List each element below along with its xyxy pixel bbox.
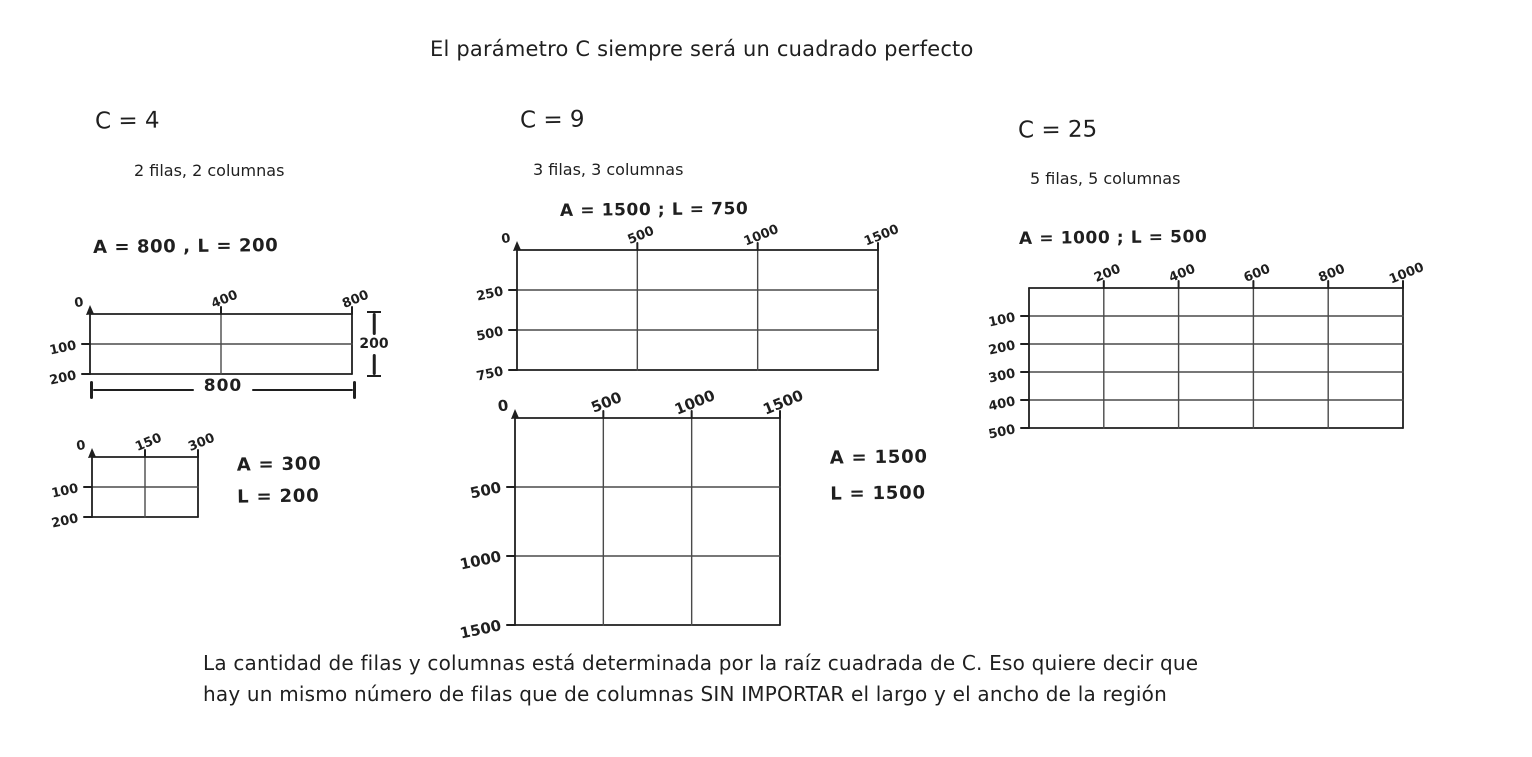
c9-grid-top [475, 222, 902, 385]
y-tick-label: 300 [987, 366, 1017, 387]
y-tick-label: 1000 [458, 547, 503, 574]
x-tick-label: 1000 [741, 222, 781, 250]
origin-arrow-icon [511, 409, 519, 419]
c4-grid-small [50, 430, 218, 532]
x-tick-label: 800 [340, 287, 372, 312]
grid-svg [50, 430, 218, 532]
bracket-top-serif [367, 311, 381, 335]
y-tick-label: 200 [48, 368, 78, 389]
x-tick-label: 0 [75, 438, 87, 455]
x-tick-label: 400 [1166, 261, 1198, 286]
grid-svg [987, 260, 1427, 443]
grid-svg [48, 287, 372, 389]
grid-svg [458, 386, 806, 643]
y-tick-label: 100 [50, 481, 80, 502]
footer-line-2: hay un mismo número de filas que de columnas SIN IMPORTAR el largo y el ancho de la región [203, 682, 1167, 706]
y-tick-label: 250 [475, 284, 505, 305]
x-tick-label: 0 [73, 295, 85, 312]
x-tick-label: 1500 [862, 222, 902, 250]
x-tick-label: 600 [1241, 261, 1273, 286]
x-tick-label: 0 [496, 396, 510, 416]
c9-rows-cols-label: 3 filas, 3 columnas [533, 160, 684, 179]
page-title: El parámetro C siempre será un cuadrado perfecto [430, 37, 974, 61]
x-tick-label: 150 [133, 430, 165, 455]
bracket-line [93, 389, 194, 391]
y-tick-label: 100 [987, 310, 1017, 331]
c4-width-dimension-label: 800 [203, 376, 243, 396]
bracket-line [252, 389, 353, 391]
y-tick-label: 500 [475, 324, 505, 345]
origin-arrow-icon [88, 448, 96, 458]
c9-grid-bottom [458, 386, 806, 643]
x-tick-label: 400 [209, 287, 241, 312]
c9-grid2-area-label: A = 1500 [829, 446, 928, 469]
c4-height-dimension-bracket [361, 311, 387, 377]
origin-arrow-icon [86, 305, 94, 315]
x-tick-label: 300 [186, 430, 218, 455]
y-tick-label: 200 [50, 511, 80, 532]
c4-heading: C = 4 [94, 107, 160, 135]
x-tick-label: 0 [500, 231, 512, 248]
x-tick-label: 1000 [1387, 260, 1427, 288]
y-tick-label: 500 [987, 422, 1017, 443]
c4-grid2-length-label: L = 200 [237, 485, 320, 508]
footer-note [203, 648, 1198, 710]
footer-line-1: La cantidad de filas y columnas está determinada por la raíz cuadrada de C. Eso quiere decir que [203, 651, 1199, 675]
bracket-bottom-serif [367, 354, 381, 378]
c4-width-dimension-bracket [90, 376, 356, 399]
x-tick-label: 1000 [672, 386, 718, 419]
y-tick-label: 100 [48, 338, 78, 359]
y-tick-label: 400 [987, 394, 1017, 415]
x-tick-label: 500 [625, 223, 657, 248]
c4-height-dimension-label: 200 [359, 335, 389, 352]
c4-grid2-labels [237, 448, 323, 513]
c9-grid1-area-length-label: A = 1500 ; L = 750 [559, 199, 749, 221]
x-tick-label: 200 [1092, 261, 1123, 286]
y-tick-label: 1500 [458, 616, 503, 643]
c9-heading: C = 9 [519, 106, 585, 134]
c9-grid2-labels [830, 439, 929, 512]
y-tick-label: 750 [475, 364, 505, 385]
bracket-right-end [353, 381, 356, 399]
x-tick-label: 1500 [760, 386, 806, 419]
c4-grid2-area-label: A = 300 [236, 453, 322, 476]
c9-grid2-length-label: L = 1500 [830, 482, 926, 505]
origin-arrow-icon [513, 241, 521, 251]
c25-grid-area-length-label: A = 1000 ; L = 500 [1018, 227, 1208, 249]
y-tick-label: 200 [987, 338, 1017, 359]
x-tick-label: 800 [1316, 261, 1348, 286]
c4-rows-cols-label: 2 filas, 2 columnas [134, 161, 285, 180]
c25-rows-cols-label: 5 filas, 5 columnas [1030, 169, 1181, 188]
x-tick-label: 500 [588, 388, 625, 417]
c25-heading: C = 25 [1017, 116, 1098, 144]
grid-svg [475, 222, 902, 385]
c4-grid1-area-length-label: A = 800 , L = 200 [92, 235, 279, 258]
c4-grid-main [48, 287, 372, 389]
y-tick-label: 500 [468, 478, 503, 503]
c25-grid [987, 260, 1427, 443]
